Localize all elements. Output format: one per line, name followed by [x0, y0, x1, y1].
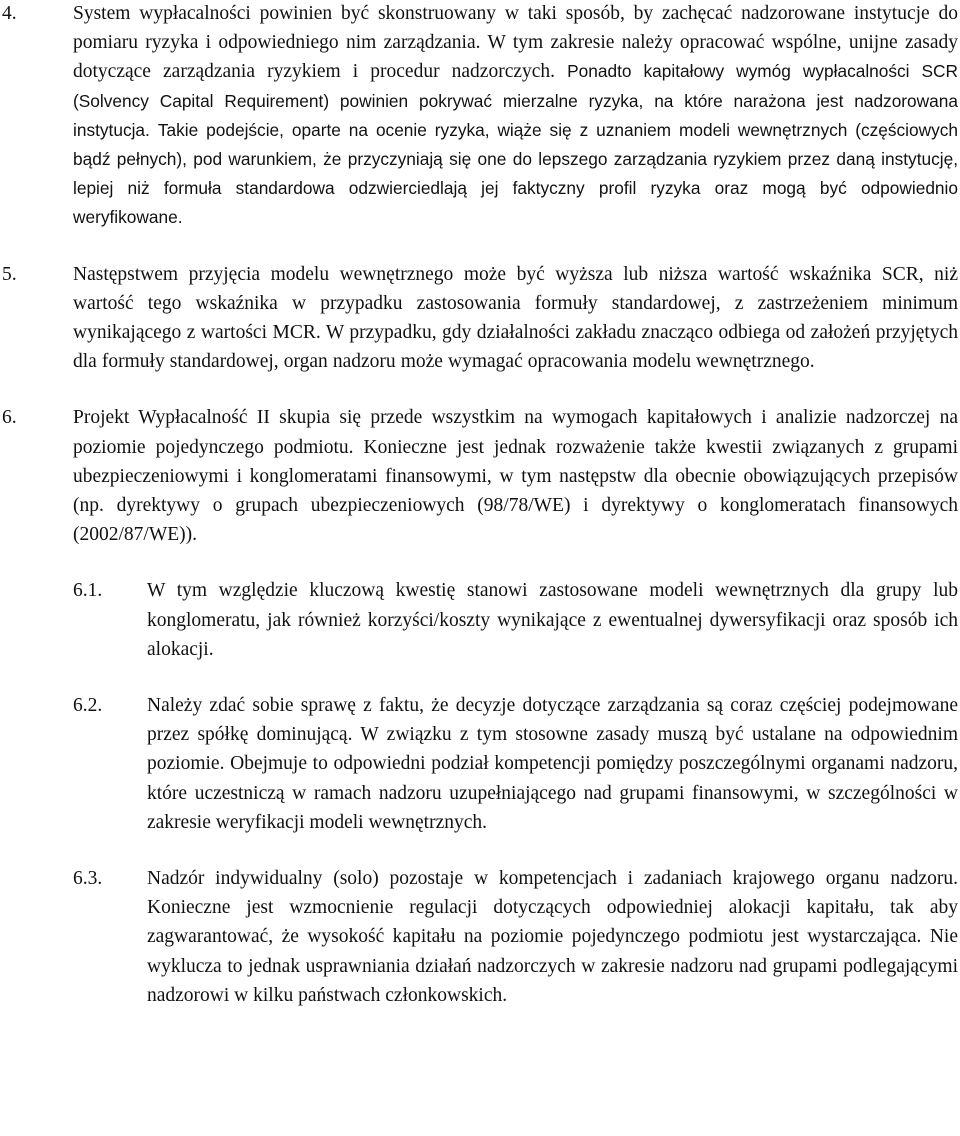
paragraph-text-sans-continued: Takie podejście, oparte na ocenie ryzyka, wiąże się z uznaniem modeli wewnętrznych (częściowych bądź pełnych), pod warunkiem, że przyczyniają się one do lepszego zarządzania ryzykiem przez daną instytucję, lepiej niż formuła standardowa odzwierciedlają jej faktyczny profil ryzyka oraz mogą być odpowiednio weryfikowane. [73, 119, 959, 228]
paragraph-6 [2, 403, 958, 549]
paragraph-number: 6. [2, 407, 17, 429]
paragraph-text-serif: System wypłacalności powinien być skonstruowany w taki sposób, by zachęcać nadzorowane instytucje do pomiaru ryzyka i odpowiedniego nim zarządzania. W tym zakresie należy opracować wspólne, unijne zasady dotyczące zarządzania ryzykiem i procedur nadzorczych. [73, 3, 958, 83]
paragraph-text: Projekt Wypłacalność II skupia się przede wszystkim na wymogach kapitałowych i analizie nadzorczej na poziomie pojedynczego podmiotu. Konieczne jest jednak rozważenie także kwestii związanych z grupami ubezpieczeniowymi i konglomeratami finansowymi, w tym następstw dla obecnie obowiązujących przepisów (np. dyrektywy o grupach ubezpieczeniowych (98/78/WE) i dyrektywy o konglomeratach finansowych (2002/87/WE)). [73, 407, 958, 546]
paragraph-4 [2, 0, 958, 233]
paragraph-number: 4. [2, 3, 17, 24]
paragraph-text: Następstwem przyjęcia modelu wewnętrznego może być wyższa lub niższa wartość wskaźnika SCR, niż wartość tego wskaźnika w przypadku zastosowania formuły standardowej, z zastrzeżeniem minimum wynikającego z wartości MCR. W przypadku, gdy działalności zakładu znacząco odbiega od założeń przyjętych dla formuły standardowej, organ nadzoru może wymagać opracowania modelu wewnętrznego. [73, 263, 958, 373]
subparagraph-text: Nadzór indywidualny (solo) pozostaje w kompetencjach i zadaniach krajowego organu nadzoru. Konieczne jest wzmocnienie regulacji dotyczących odpowiedniej alokacji kapitału, tak aby zagwarantować, że wysokość kapitału na poziomie pojedynczego podmiotu jest wystarczająca. Nie wyklucza to jednak usprawniania działań nadzorczych w zakresie nadzoru nad grupami podlegającymi nadzorowi w kilku państwach członkowskich. [147, 868, 958, 1006]
paragraph-text-sans: Ponadto kapitałowy wymóg wypłacalności SCR (Solvency Capital Requirement) powinien pokrywać mierzalne ryzyka, na które narażona jest nadzorowana instytucja. [73, 61, 958, 140]
paragraph-number: 5. [2, 263, 17, 285]
subparagraph-6-3 [2, 864, 958, 1010]
paragraph-5 [2, 260, 958, 377]
subparagraph-6-1 [2, 576, 958, 664]
subparagraph-6-2 [2, 691, 958, 837]
subparagraph-number: 6.2. [73, 695, 103, 717]
subparagraph-text: Należy zdać sobie sprawę z faktu, że decyzje dotyczące zarządzania są coraz częściej podejmowane przez spółkę dominującą. W związku z tym stosowne zasady muszą być ustalane na odpowiednim poziomie. Obejmuje to odpowiedni podział kompetencji pomiędzy poszczególnymi organami nadzoru, które uczestniczą w ramach nadzoru uzupełniającego nad grupami finansowymi, w szczególności w zakresie weryfikacji modeli wewnętrznych. [147, 695, 958, 833]
paragraph-text [73, 0, 958, 233]
subparagraph-text: W tym względzie kluczową kwestię stanowi zastosowane modeli wewnętrznych dla grupy lub konglomeratu, jak również korzyści/koszty wynikające z ewentualnej dywersyfikacji oraz sposób ich alokacji. [147, 580, 958, 660]
subparagraph-number: 6.1. [73, 580, 103, 602]
subparagraph-number: 6.3. [73, 868, 103, 890]
